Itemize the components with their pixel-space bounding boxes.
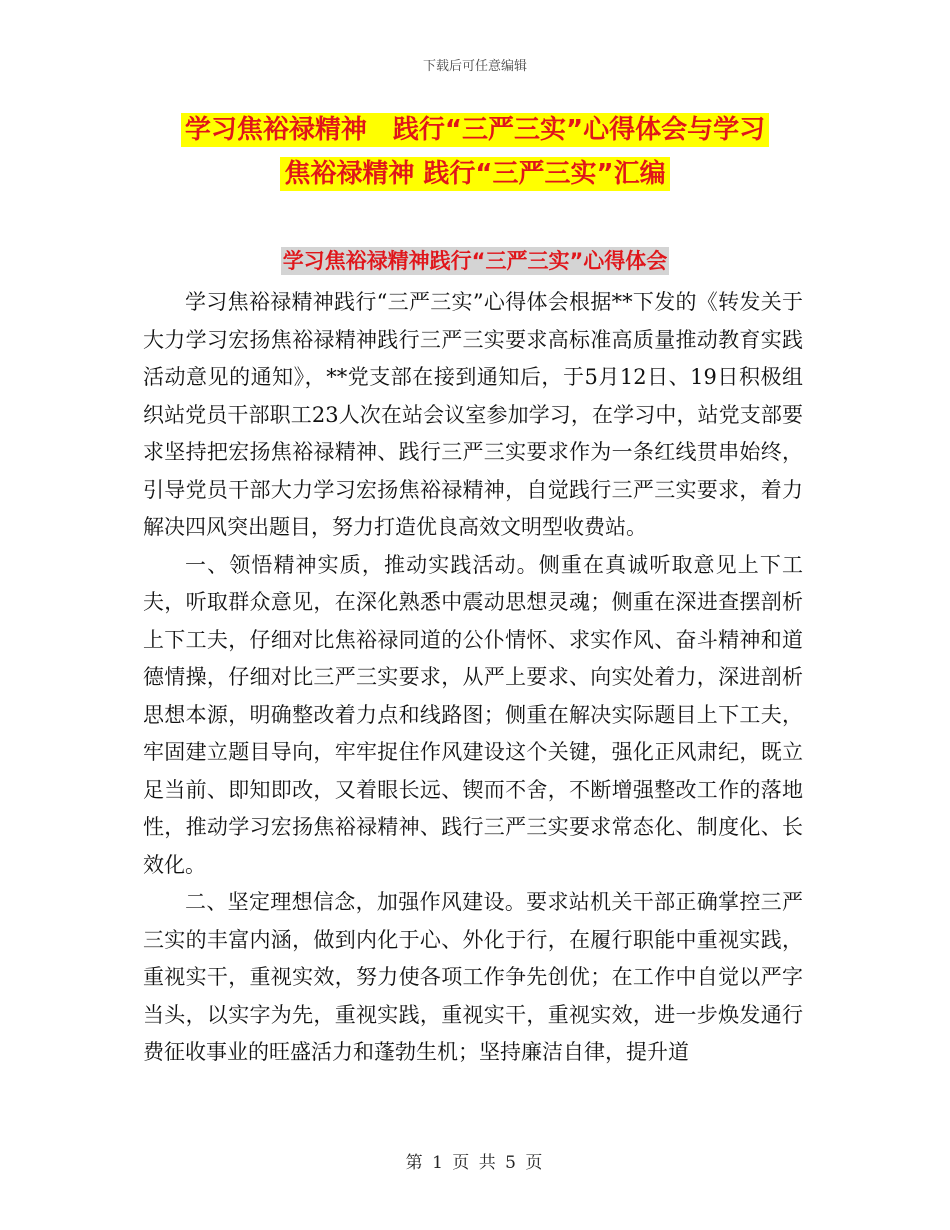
title-line-2-text: 焦裕禄精神 践行“三严三实”汇编 (280, 157, 669, 191)
paragraph-section-1: 一、领悟精神实质，推动实践活动。侧重在真诚听取意见上下工夫，听取群众意见，在深化熟悉中震动思想灵魂；侧重在深进查摆剖析上下工夫，仔细对比焦裕禄同道的公仆情怀、求实作风、奋斗精神和道德情操，仔细对比三严三实要求，从严上要求、向实处着力，深进剖析思想本源，明确整改着力点和线路图；侧重在解决实际题目上下工夫，牢固建立题目导向，牢牢捉住作风建设这个关键，强化正风肃纪，既立足当前、即知即改，又着眼长远、锲而不舍，不断增强整改工作的落地性，推动学习宏扬焦裕禄精神、践行三严三实要求常态化、制度化、长效化。 (143, 552, 803, 877)
page-number: 第 1 页 共 5 页 (405, 1153, 545, 1173)
document-title-line-2 (0, 154, 950, 194)
section-heading (0, 244, 950, 278)
paragraph-section-2: 二、坚定理想信念，加强作风建设。要求站机关干部正确掌控三严三实的丰富内涵，做到内化于心、外化于行，在履行职能中重视实践，重视实干，重视实效，努力使各项工作争先创优；在工作中自觉以严字当头，以实字为先，重视实践，重视实干，重视实效，进一步焕发通行费征收事业的旺盛活力和蓬勃生机；坚持廉洁自律，提升道 (143, 890, 803, 1064)
header-note: 下载后可任意编辑 (422, 59, 527, 74)
section-heading-text: 学习焦裕禄精神践行“三严三实”心得体会 (282, 249, 668, 273)
paragraph-intro: 学习焦裕禄精神践行“三严三实”心得体会根据**下发的《转发关于大力学习宏扬焦裕禄精神践行三严三实要求高标准高质量推动教育实践活动意见的通知》，**党支部在接到通知后，于5月12日、19日积极组织站党员干部职工23人次在站会议室参加学习，在学习中，站党支部要求坚持把宏扬焦裕禄精神、践行三严三实要求作为一条红线贯串始终，引导党员干部大力学习宏扬焦裕禄精神，自觉践行三严三实要求，着力解决四风突出题目，努力打造优良高效文明型收费站。 (143, 290, 803, 539)
title-line-1-text: 学习焦裕禄精神 践行“三严三实”心得体会与学习 (181, 113, 769, 147)
body-text (143, 284, 803, 1072)
document-title-line-1 (0, 110, 950, 150)
